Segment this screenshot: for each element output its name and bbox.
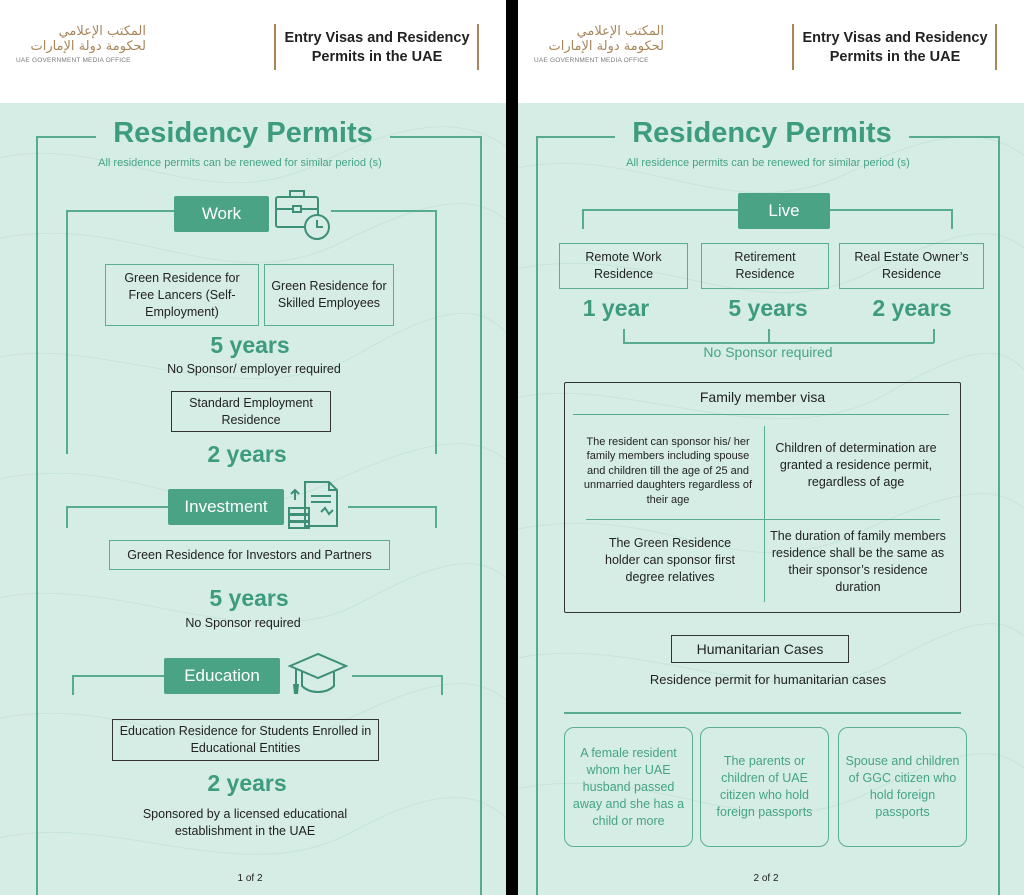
live-bottom-bracket-left (623, 329, 625, 343)
live-bottom-bracket-right (933, 329, 935, 343)
standard-employment-box: Standard Employment Residence (171, 391, 331, 432)
family-cell-sponsor: The resident can sponsor his/ her family members including spouse and children till the age of 25 and unmarried daughters regardless of their age (583, 435, 753, 506)
family-vertical-divider (764, 426, 765, 602)
skilled-employees-residence-box: Green Residence for Skilled Employees (264, 264, 394, 326)
investment-bracket-right (435, 506, 437, 528)
family-cell-green-residence: The Green Residence holder can sponsor first degree relatives (605, 535, 735, 584)
header-title: Entry Visas and Residency Permits in the UAE (802, 30, 988, 65)
frame-top-right (390, 136, 481, 138)
header-title: Entry Visas and Residency Permits in the UAE (284, 30, 470, 65)
logo-arabic-line2: لحكومة دولة الإمارات (30, 39, 146, 54)
humanitarian-case-widow: A female resident whom her UAE husband passed away and she has a child or more (564, 727, 693, 847)
page-subtitle: All residence permits can be renewed for similar period (s) (626, 157, 910, 169)
uae-media-office-logo (534, 24, 664, 72)
investment-years: 5 years (209, 585, 289, 611)
humanitarian-note: Residence permit for humanitarian cases (649, 672, 887, 687)
header-divider-left (274, 24, 276, 70)
education-label: Education (164, 658, 280, 694)
page-subtitle: All residence permits can be renewed for similar period (s) (98, 157, 382, 169)
uae-media-office-logo (16, 24, 146, 72)
green-residence-note: No Sponsor/ employer required (167, 362, 341, 376)
education-bracket-left (72, 675, 74, 695)
family-title-divider (573, 414, 949, 415)
family-visa-title: Family member visa (699, 389, 826, 405)
remote-work-residence-box: Remote Work Residence (559, 243, 688, 289)
green-residence-years: 5 years (210, 332, 290, 358)
family-cell-duration: The duration of family members residence shall be the same as their sponsor’s residence duration (770, 529, 946, 594)
frame-right (480, 136, 482, 895)
work-bracket-top-left (66, 210, 174, 212)
education-bracket-right (441, 675, 443, 695)
education-bracket-top-right (352, 675, 442, 677)
money-document-icon (287, 478, 341, 530)
investment-bracket-top-left (66, 506, 168, 508)
live-bracket-top-right (830, 209, 952, 211)
education-note: Sponsored by a licensed educational establishment in the UAE (142, 807, 348, 838)
live-bottom-bracket-mid (768, 329, 770, 343)
page-2 (518, 0, 1024, 895)
real-estate-years: 2 years (872, 295, 952, 321)
briefcase-clock-icon (274, 187, 332, 243)
education-bracket-top-left (72, 675, 164, 677)
investment-bracket-top-right (348, 506, 436, 508)
retirement-years: 5 years (728, 295, 808, 321)
humanitarian-label: Humanitarian Cases (671, 635, 849, 663)
logo-arabic-line1: المكتب الإعلامي (576, 24, 664, 39)
work-bracket-left (66, 210, 68, 454)
live-bracket-top-left (582, 209, 738, 211)
frame-top-left (36, 136, 96, 138)
frame-top-left (536, 136, 615, 138)
logo-arabic-line1: المكتب الإعلامي (58, 24, 146, 39)
retirement-residence-box: Retirement Residence (701, 243, 829, 289)
live-note: No Sponsor required (703, 344, 833, 360)
header (0, 0, 506, 103)
logo-english: UAE GOVERNMENT MEDIA OFFICE (16, 57, 131, 64)
frame-right (998, 136, 1000, 895)
real-estate-residence-box: Real Estate Owner’s Residence (839, 243, 984, 289)
graduation-cap-icon (288, 648, 348, 698)
frame-left (536, 136, 538, 895)
education-residence-box: Education Residence for Students Enrolled in Educational Entities (112, 719, 379, 761)
logo-english: UAE GOVERNMENT MEDIA OFFICE (534, 57, 649, 64)
family-cell-determination: Children of determination are granted a residence permit, regardless of age (775, 440, 937, 489)
standard-employment-years: 2 years (207, 441, 287, 467)
frame-top-right (909, 136, 999, 138)
humanitarian-case-uae-family: The parents or children of UAE citizen who hold foreign passports (700, 727, 829, 847)
page-2-content (518, 103, 1024, 895)
family-horizontal-divider (586, 519, 940, 520)
freelancers-residence-box: Green Residence for Free Lancers (Self-Employment) (105, 264, 259, 326)
frame-left (36, 136, 38, 895)
work-bracket-top-right (331, 210, 436, 212)
remote-work-years: 1 year (582, 295, 650, 321)
investment-label: Investment (168, 489, 284, 525)
investment-note: No Sponsor required (185, 616, 301, 630)
header (518, 0, 1024, 103)
work-bracket-right (435, 210, 437, 454)
humanitarian-case-gcc-family: Spouse and children of GGC citizen who hold foreign passports (838, 727, 967, 847)
investors-residence-box: Green Residence for Investors and Partners (109, 540, 390, 570)
live-bracket-left (582, 209, 584, 229)
education-years: 2 years (207, 770, 287, 796)
work-label: Work (174, 196, 269, 232)
page-title: Residency Permits (632, 117, 892, 149)
header-divider-right (477, 24, 479, 70)
page-title: Residency Permits (113, 117, 373, 149)
page-number: 2 of 2 (753, 873, 779, 884)
header-divider-right (995, 24, 997, 70)
logo-arabic-line2: لحكومة دولة الإمارات (548, 39, 664, 54)
page-1-content (0, 103, 506, 895)
investment-bracket-left (66, 506, 68, 528)
page-1 (0, 0, 506, 895)
live-label: Live (738, 193, 830, 229)
live-bracket-right (951, 209, 953, 229)
header-divider-left (792, 24, 794, 70)
page-number: 1 of 2 (237, 873, 263, 884)
humanitarian-divider (564, 712, 961, 714)
